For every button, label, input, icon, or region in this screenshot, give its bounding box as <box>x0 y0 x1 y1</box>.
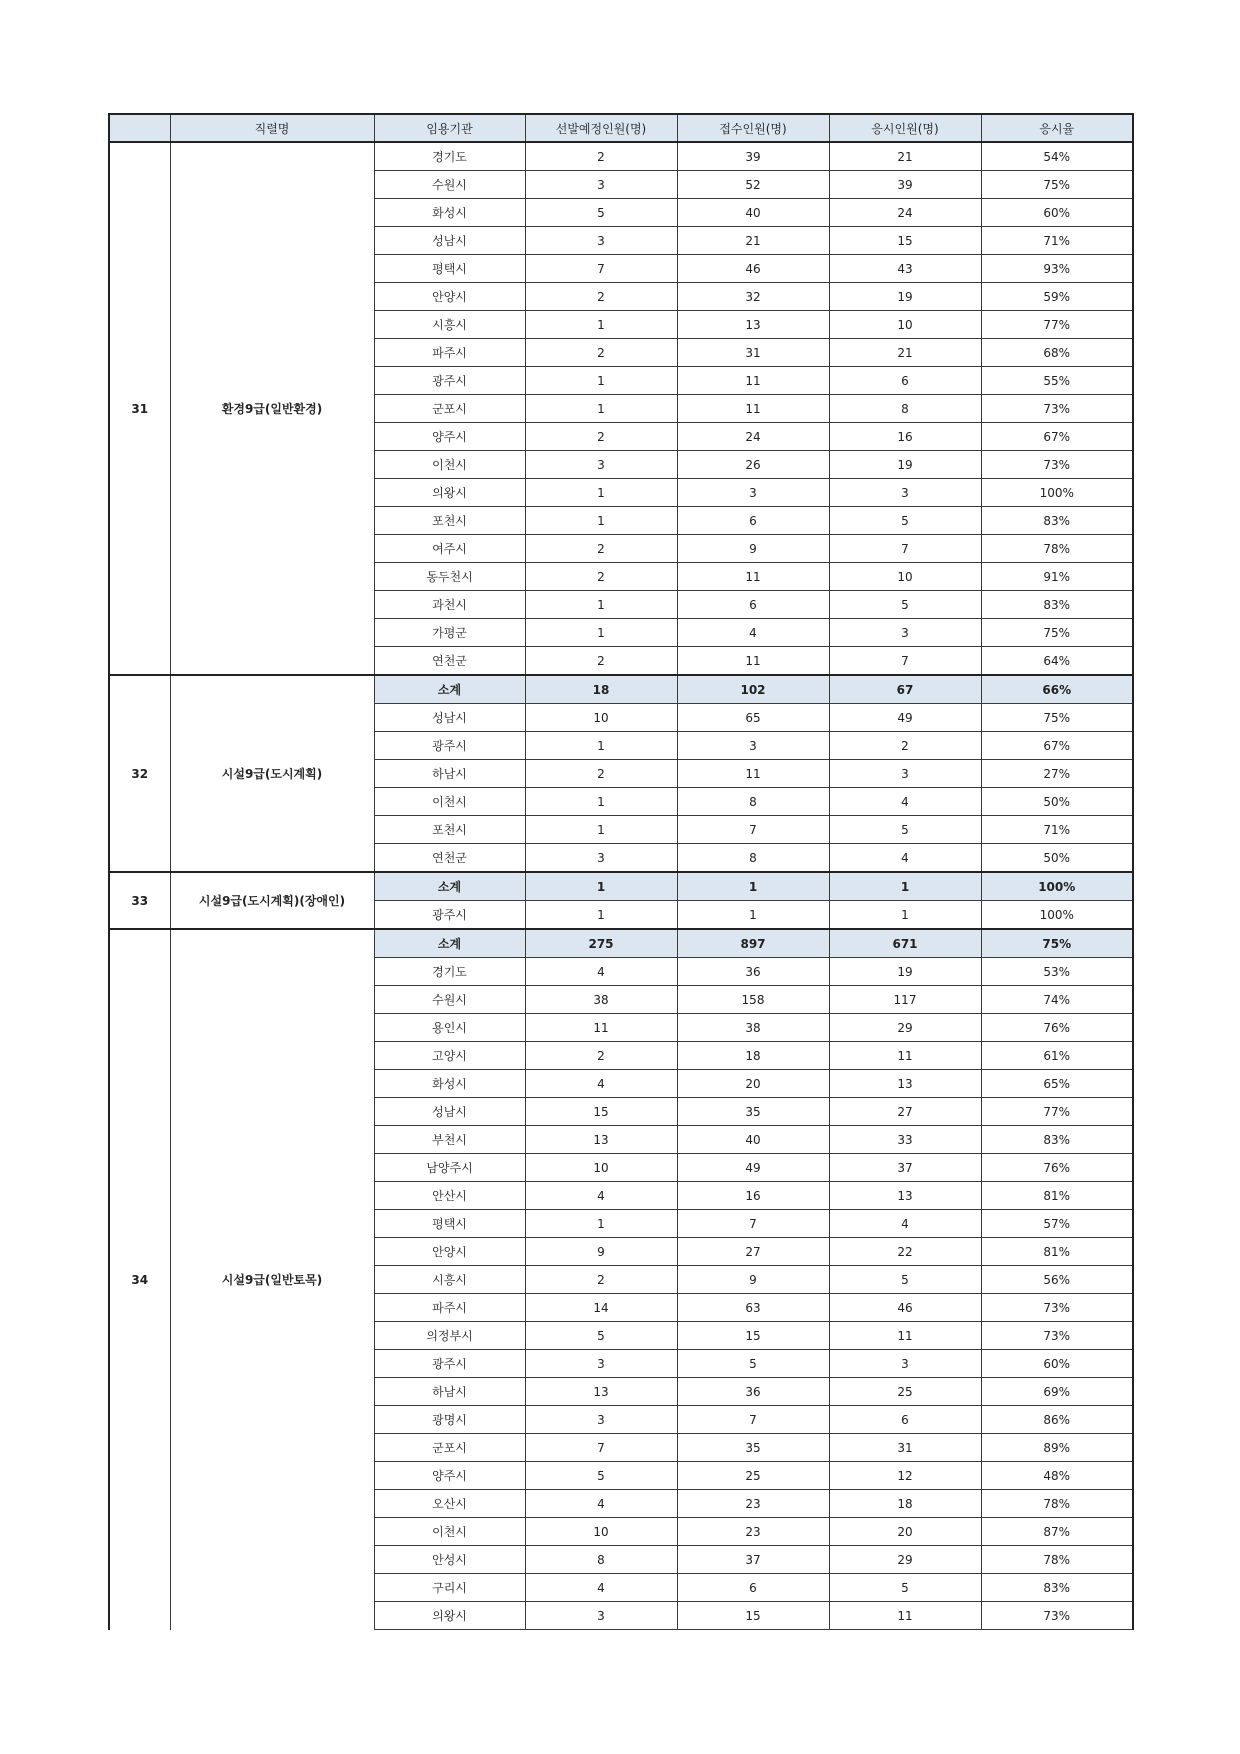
planned-cell: 1 <box>525 311 677 339</box>
attended-cell: 5 <box>829 507 981 535</box>
applied-cell: 40 <box>677 1126 829 1154</box>
attended-cell: 43 <box>829 255 981 283</box>
planned-cell: 2 <box>525 283 677 311</box>
rate-cell: 81% <box>981 1238 1133 1266</box>
agency-cell: 시흥시 <box>374 1266 525 1294</box>
attended-cell: 7 <box>829 647 981 676</box>
agency-cell: 포천시 <box>374 816 525 844</box>
rate-cell: 93% <box>981 255 1133 283</box>
agency-cell: 파주시 <box>374 339 525 367</box>
planned-cell: 10 <box>525 1518 677 1546</box>
group-title: 시설9급(도시계획)(장애인) <box>170 872 374 929</box>
agency-cell: 오산시 <box>374 1490 525 1518</box>
agency-cell: 화성시 <box>374 199 525 227</box>
attended-cell: 4 <box>829 1210 981 1238</box>
planned-cell: 2 <box>525 760 677 788</box>
subtotal-applied-cell: 897 <box>677 929 829 958</box>
applied-cell: 25 <box>677 1462 829 1490</box>
planned-cell: 10 <box>525 1154 677 1182</box>
subtotal-planned-cell: 275 <box>525 929 677 958</box>
attended-cell: 10 <box>829 311 981 339</box>
attended-cell: 3 <box>829 1350 981 1378</box>
attended-cell: 5 <box>829 591 981 619</box>
applied-cell: 6 <box>677 591 829 619</box>
planned-cell: 2 <box>525 563 677 591</box>
applied-cell: 11 <box>677 367 829 395</box>
agency-cell: 하남시 <box>374 1378 525 1406</box>
subtotal-agency-cell: 소계 <box>374 675 525 704</box>
rate-cell: 77% <box>981 1098 1133 1126</box>
agency-cell: 연천군 <box>374 844 525 873</box>
applied-cell: 32 <box>677 283 829 311</box>
agency-cell: 성남시 <box>374 227 525 255</box>
attended-cell: 10 <box>829 563 981 591</box>
applied-cell: 3 <box>677 479 829 507</box>
rate-cell: 64% <box>981 647 1133 676</box>
attended-cell: 19 <box>829 958 981 986</box>
column-header: 응시율 <box>981 114 1133 142</box>
rate-cell: 50% <box>981 844 1133 873</box>
planned-cell: 10 <box>525 704 677 732</box>
agency-cell: 성남시 <box>374 704 525 732</box>
applied-cell: 26 <box>677 451 829 479</box>
rate-cell: 55% <box>981 367 1133 395</box>
applied-cell: 9 <box>677 535 829 563</box>
attended-cell: 5 <box>829 816 981 844</box>
rate-cell: 75% <box>981 704 1133 732</box>
agency-cell: 군포시 <box>374 1434 525 1462</box>
planned-cell: 4 <box>525 1182 677 1210</box>
attended-cell: 11 <box>829 1042 981 1070</box>
attended-cell: 39 <box>829 171 981 199</box>
applied-cell: 49 <box>677 1154 829 1182</box>
rate-cell: 60% <box>981 1350 1133 1378</box>
planned-cell: 2 <box>525 142 677 171</box>
group-title: 시설9급(일반토목) <box>170 929 374 1630</box>
attended-cell: 7 <box>829 535 981 563</box>
planned-cell: 2 <box>525 339 677 367</box>
rate-cell: 73% <box>981 451 1133 479</box>
applied-cell: 7 <box>677 1406 829 1434</box>
attended-cell: 19 <box>829 451 981 479</box>
applied-cell: 4 <box>677 619 829 647</box>
table-row <box>109 142 1133 171</box>
attended-cell: 18 <box>829 1490 981 1518</box>
rate-cell: 67% <box>981 732 1133 760</box>
subtotal-rate-cell: 66% <box>981 675 1133 704</box>
attended-cell: 24 <box>829 199 981 227</box>
subtotal-rate-cell: 75% <box>981 929 1133 958</box>
applied-cell: 11 <box>677 563 829 591</box>
planned-cell: 3 <box>525 1406 677 1434</box>
applied-cell: 39 <box>677 142 829 171</box>
rate-cell: 60% <box>981 199 1133 227</box>
applied-cell: 11 <box>677 395 829 423</box>
attended-cell: 25 <box>829 1378 981 1406</box>
planned-cell: 13 <box>525 1126 677 1154</box>
planned-cell: 3 <box>525 451 677 479</box>
rate-cell: 71% <box>981 816 1133 844</box>
planned-cell: 3 <box>525 1350 677 1378</box>
applied-cell: 15 <box>677 1322 829 1350</box>
rate-cell: 75% <box>981 619 1133 647</box>
subtotal-applied-cell: 1 <box>677 872 829 901</box>
agency-cell: 수원시 <box>374 171 525 199</box>
attended-cell: 8 <box>829 395 981 423</box>
rate-cell: 73% <box>981 1322 1133 1350</box>
planned-cell: 5 <box>525 1462 677 1490</box>
attended-cell: 16 <box>829 423 981 451</box>
subtotal-applied-cell: 102 <box>677 675 829 704</box>
applied-cell: 18 <box>677 1042 829 1070</box>
rate-cell: 83% <box>981 1574 1133 1602</box>
applied-cell: 3 <box>677 732 829 760</box>
agency-cell: 안양시 <box>374 283 525 311</box>
agency-cell: 평택시 <box>374 255 525 283</box>
applied-cell: 1 <box>677 901 829 930</box>
applied-cell: 11 <box>677 760 829 788</box>
attended-cell: 29 <box>829 1014 981 1042</box>
planned-cell: 1 <box>525 479 677 507</box>
column-header: 접수인원(명) <box>677 114 829 142</box>
planned-cell: 3 <box>525 171 677 199</box>
agency-cell: 연천군 <box>374 647 525 676</box>
attended-cell: 117 <box>829 986 981 1014</box>
rate-cell: 100% <box>981 901 1133 930</box>
subtotal-attended-cell: 1 <box>829 872 981 901</box>
rate-cell: 83% <box>981 591 1133 619</box>
agency-cell: 경기도 <box>374 958 525 986</box>
rate-cell: 48% <box>981 1462 1133 1490</box>
attended-cell: 6 <box>829 1406 981 1434</box>
attended-cell: 19 <box>829 283 981 311</box>
applied-cell: 6 <box>677 507 829 535</box>
attended-cell: 3 <box>829 619 981 647</box>
rate-cell: 57% <box>981 1210 1133 1238</box>
group-title: 환경9급(일반환경) <box>170 142 374 675</box>
subtotal-rate-cell: 100% <box>981 872 1133 901</box>
planned-cell: 14 <box>525 1294 677 1322</box>
column-header: 직렬명 <box>170 114 374 142</box>
agency-cell: 광명시 <box>374 1406 525 1434</box>
applied-cell: 23 <box>677 1490 829 1518</box>
attended-cell: 29 <box>829 1546 981 1574</box>
agency-cell: 과천시 <box>374 591 525 619</box>
agency-cell: 광주시 <box>374 1350 525 1378</box>
applied-cell: 24 <box>677 423 829 451</box>
applied-cell: 23 <box>677 1518 829 1546</box>
planned-cell: 1 <box>525 507 677 535</box>
applied-cell: 5 <box>677 1350 829 1378</box>
attended-cell: 11 <box>829 1602 981 1630</box>
attended-cell: 27 <box>829 1098 981 1126</box>
planned-cell: 13 <box>525 1378 677 1406</box>
planned-cell: 3 <box>525 844 677 873</box>
agency-cell: 의왕시 <box>374 1602 525 1630</box>
attended-cell: 31 <box>829 1434 981 1462</box>
planned-cell: 5 <box>525 1322 677 1350</box>
attended-cell: 22 <box>829 1238 981 1266</box>
planned-cell: 11 <box>525 1014 677 1042</box>
column-header: 임용기관 <box>374 114 525 142</box>
planned-cell: 2 <box>525 535 677 563</box>
planned-cell: 2 <box>525 647 677 676</box>
agency-cell: 가평군 <box>374 619 525 647</box>
rate-cell: 76% <box>981 1154 1133 1182</box>
applied-cell: 21 <box>677 227 829 255</box>
applied-cell: 46 <box>677 255 829 283</box>
attended-cell: 1 <box>829 901 981 930</box>
applied-cell: 7 <box>677 1210 829 1238</box>
agency-cell: 의왕시 <box>374 479 525 507</box>
rate-cell: 83% <box>981 507 1133 535</box>
attended-cell: 4 <box>829 844 981 873</box>
applied-cell: 63 <box>677 1294 829 1322</box>
attended-cell: 49 <box>829 704 981 732</box>
recruitment-table <box>108 113 1134 1630</box>
rate-cell: 78% <box>981 535 1133 563</box>
agency-cell: 시흥시 <box>374 311 525 339</box>
rate-cell: 78% <box>981 1546 1133 1574</box>
attended-cell: 11 <box>829 1322 981 1350</box>
attended-cell: 3 <box>829 760 981 788</box>
group-number: 31 <box>109 142 170 675</box>
planned-cell: 38 <box>525 986 677 1014</box>
agency-cell: 경기도 <box>374 142 525 171</box>
subtotal-row <box>109 872 1133 901</box>
agency-cell: 성남시 <box>374 1098 525 1126</box>
agency-cell: 의정부시 <box>374 1322 525 1350</box>
column-header: 응시인원(명) <box>829 114 981 142</box>
agency-cell: 광주시 <box>374 732 525 760</box>
rate-cell: 73% <box>981 395 1133 423</box>
planned-cell: 1 <box>525 367 677 395</box>
applied-cell: 8 <box>677 788 829 816</box>
rate-cell: 68% <box>981 339 1133 367</box>
applied-cell: 9 <box>677 1266 829 1294</box>
attended-cell: 33 <box>829 1126 981 1154</box>
rate-cell: 53% <box>981 958 1133 986</box>
rate-cell: 59% <box>981 283 1133 311</box>
agency-cell: 수원시 <box>374 986 525 1014</box>
applied-cell: 37 <box>677 1546 829 1574</box>
attended-cell: 13 <box>829 1070 981 1098</box>
planned-cell: 4 <box>525 1574 677 1602</box>
applied-cell: 20 <box>677 1070 829 1098</box>
applied-cell: 13 <box>677 311 829 339</box>
agency-cell: 군포시 <box>374 395 525 423</box>
planned-cell: 1 <box>525 901 677 930</box>
rate-cell: 67% <box>981 423 1133 451</box>
subtotal-row <box>109 675 1133 704</box>
rate-cell: 69% <box>981 1378 1133 1406</box>
applied-cell: 16 <box>677 1182 829 1210</box>
planned-cell: 1 <box>525 1210 677 1238</box>
planned-cell: 2 <box>525 423 677 451</box>
agency-cell: 하남시 <box>374 760 525 788</box>
applied-cell: 35 <box>677 1098 829 1126</box>
subtotal-row <box>109 929 1133 958</box>
rate-cell: 100% <box>981 479 1133 507</box>
planned-cell: 1 <box>525 788 677 816</box>
rate-cell: 73% <box>981 1294 1133 1322</box>
applied-cell: 158 <box>677 986 829 1014</box>
applied-cell: 52 <box>677 171 829 199</box>
agency-cell: 안성시 <box>374 1546 525 1574</box>
agency-cell: 이천시 <box>374 451 525 479</box>
agency-cell: 남양주시 <box>374 1154 525 1182</box>
attended-cell: 5 <box>829 1574 981 1602</box>
applied-cell: 35 <box>677 1434 829 1462</box>
agency-cell: 안산시 <box>374 1182 525 1210</box>
attended-cell: 20 <box>829 1518 981 1546</box>
applied-cell: 6 <box>677 1574 829 1602</box>
group-number: 33 <box>109 872 170 929</box>
applied-cell: 65 <box>677 704 829 732</box>
column-header <box>109 114 170 142</box>
planned-cell: 3 <box>525 1602 677 1630</box>
rate-cell: 83% <box>981 1126 1133 1154</box>
agency-cell: 여주시 <box>374 535 525 563</box>
attended-cell: 13 <box>829 1182 981 1210</box>
rate-cell: 81% <box>981 1182 1133 1210</box>
planned-cell: 1 <box>525 395 677 423</box>
planned-cell: 4 <box>525 1490 677 1518</box>
rate-cell: 89% <box>981 1434 1133 1462</box>
planned-cell: 9 <box>525 1238 677 1266</box>
rate-cell: 73% <box>981 1602 1133 1630</box>
group-number: 34 <box>109 929 170 1630</box>
agency-cell: 고양시 <box>374 1042 525 1070</box>
rate-cell: 87% <box>981 1518 1133 1546</box>
agency-cell: 구리시 <box>374 1574 525 1602</box>
rate-cell: 65% <box>981 1070 1133 1098</box>
applied-cell: 7 <box>677 816 829 844</box>
planned-cell: 7 <box>525 255 677 283</box>
agency-cell: 이천시 <box>374 1518 525 1546</box>
agency-cell: 파주시 <box>374 1294 525 1322</box>
agency-cell: 양주시 <box>374 1462 525 1490</box>
agency-cell: 화성시 <box>374 1070 525 1098</box>
planned-cell: 1 <box>525 619 677 647</box>
planned-cell: 3 <box>525 227 677 255</box>
agency-cell: 평택시 <box>374 1210 525 1238</box>
subtotal-agency-cell: 소계 <box>374 929 525 958</box>
planned-cell: 15 <box>525 1098 677 1126</box>
agency-cell: 안양시 <box>374 1238 525 1266</box>
planned-cell: 2 <box>525 1266 677 1294</box>
attended-cell: 6 <box>829 367 981 395</box>
attended-cell: 21 <box>829 142 981 171</box>
rate-cell: 77% <box>981 311 1133 339</box>
subtotal-attended-cell: 671 <box>829 929 981 958</box>
rate-cell: 54% <box>981 142 1133 171</box>
planned-cell: 1 <box>525 591 677 619</box>
attended-cell: 5 <box>829 1266 981 1294</box>
agency-cell: 포천시 <box>374 507 525 535</box>
rate-cell: 61% <box>981 1042 1133 1070</box>
applied-cell: 15 <box>677 1602 829 1630</box>
rate-cell: 91% <box>981 563 1133 591</box>
subtotal-planned-cell: 18 <box>525 675 677 704</box>
agency-cell: 동두천시 <box>374 563 525 591</box>
rate-cell: 75% <box>981 171 1133 199</box>
rate-cell: 56% <box>981 1266 1133 1294</box>
applied-cell: 11 <box>677 647 829 676</box>
attended-cell: 46 <box>829 1294 981 1322</box>
rate-cell: 50% <box>981 788 1133 816</box>
attended-cell: 4 <box>829 788 981 816</box>
attended-cell: 3 <box>829 479 981 507</box>
planned-cell: 2 <box>525 1042 677 1070</box>
attended-cell: 15 <box>829 227 981 255</box>
agency-cell: 이천시 <box>374 788 525 816</box>
planned-cell: 4 <box>525 1070 677 1098</box>
rate-cell: 86% <box>981 1406 1133 1434</box>
applied-cell: 8 <box>677 844 829 873</box>
planned-cell: 5 <box>525 199 677 227</box>
agency-cell: 광주시 <box>374 901 525 930</box>
agency-cell: 용인시 <box>374 1014 525 1042</box>
rate-cell: 76% <box>981 1014 1133 1042</box>
attended-cell: 2 <box>829 732 981 760</box>
planned-cell: 4 <box>525 958 677 986</box>
planned-cell: 8 <box>525 1546 677 1574</box>
agency-cell: 양주시 <box>374 423 525 451</box>
agency-cell: 광주시 <box>374 367 525 395</box>
applied-cell: 27 <box>677 1238 829 1266</box>
planned-cell: 1 <box>525 816 677 844</box>
rate-cell: 74% <box>981 986 1133 1014</box>
applied-cell: 36 <box>677 1378 829 1406</box>
applied-cell: 38 <box>677 1014 829 1042</box>
attended-cell: 37 <box>829 1154 981 1182</box>
applied-cell: 31 <box>677 339 829 367</box>
applied-cell: 36 <box>677 958 829 986</box>
column-header: 선발예정인원(명) <box>525 114 677 142</box>
subtotal-agency-cell: 소계 <box>374 872 525 901</box>
header-row <box>109 114 1133 142</box>
applied-cell: 40 <box>677 199 829 227</box>
subtotal-attended-cell: 67 <box>829 675 981 704</box>
planned-cell: 7 <box>525 1434 677 1462</box>
group-number: 32 <box>109 675 170 872</box>
planned-cell: 1 <box>525 732 677 760</box>
subtotal-planned-cell: 1 <box>525 872 677 901</box>
attended-cell: 21 <box>829 339 981 367</box>
rate-cell: 71% <box>981 227 1133 255</box>
rate-cell: 27% <box>981 760 1133 788</box>
attended-cell: 12 <box>829 1462 981 1490</box>
rate-cell: 78% <box>981 1490 1133 1518</box>
group-title: 시설9급(도시계획) <box>170 675 374 872</box>
agency-cell: 부천시 <box>374 1126 525 1154</box>
